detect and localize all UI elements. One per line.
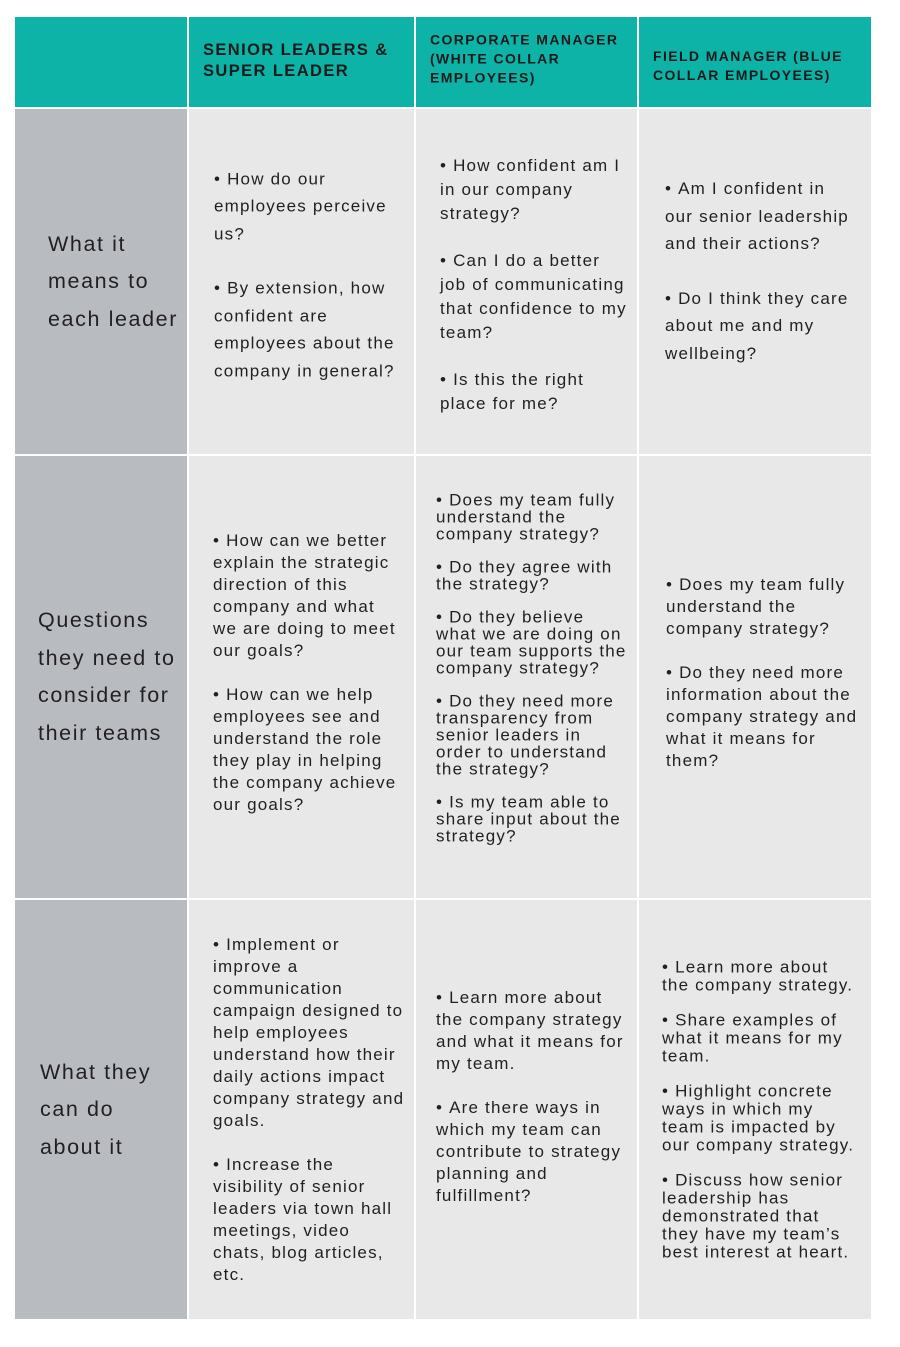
list-item: • Do I think they care about me and my wellbeing? (665, 285, 857, 368)
row-label-questions: Questions they need to consider for their teams (15, 456, 187, 898)
list-item: • By extension, how confident are employees about the company in general? (214, 274, 402, 384)
row-label-actions: What they can do about it (15, 900, 187, 1319)
list-item: • Implement or improve a communication campaign designed to help employees understand how their daily actions impact company strategy and goals. (213, 934, 406, 1132)
list-item: • Do they agree with the strategy? (436, 559, 627, 593)
header-corner-cell (15, 17, 187, 107)
list-item: • Discuss how senior leadership has demonstrated that they have my team’s best interest at heart. (662, 1171, 859, 1261)
list-item: • How do our employees perceive us? (214, 165, 402, 248)
cell-meaning-senior (189, 109, 414, 454)
list-item: • Do they need more information about the company strategy and what it means for them? (666, 662, 859, 772)
list-item: • Is my team able to share input about the strategy? (436, 794, 627, 845)
list-item: • How can we help employees see and understand the role they play in helping the company achieve our goals? (213, 684, 404, 816)
cell-meaning-corporate (416, 109, 637, 454)
list-item: • Does my team fully understand the company strategy? (666, 574, 859, 640)
list-item: • Do they believe what we are doing on our team supports the company strategy? (436, 609, 627, 677)
cell-meaning-field (639, 109, 871, 454)
header-corporate-manager: CORPORATE MANAGER (WHITE COLLAR EMPLOYEES) (416, 17, 637, 107)
header-field-manager: FIELD MANAGER (BLUE COLLAR EMPLOYEES) (639, 17, 871, 107)
list-item: • Learn more about the company strategy. (662, 958, 859, 994)
list-item: • Is this the right place for me? (440, 368, 629, 416)
cell-questions-field (639, 456, 871, 898)
list-item: • Can I do a better job of communicating that confidence to my team? (440, 249, 629, 345)
header-senior-leaders: SENIOR LEADERS & SUPER LEADER (189, 17, 414, 107)
cell-actions-senior (189, 900, 414, 1319)
cell-questions-corporate (416, 456, 637, 898)
cell-actions-field (639, 900, 871, 1319)
list-item: • Are there ways in which my team can contribute to strategy planning and fulfillment? (436, 1097, 627, 1207)
list-item: • Learn more about the company strategy and what it means for my team. (436, 987, 627, 1075)
list-item: • How can we better explain the strategic direction of this company and what we are doing to meet our goals? (213, 530, 404, 662)
list-item: • Share examples of what it means for my team. (662, 1011, 859, 1065)
row-label-meaning: What it means to each leader (15, 109, 187, 454)
leadership-table (15, 17, 871, 1319)
cell-actions-corporate (416, 900, 637, 1319)
cell-questions-senior (189, 456, 414, 898)
list-item: • How confident am I in our company strategy? (440, 154, 629, 226)
list-item: • Does my team fully understand the company strategy? (436, 492, 627, 543)
list-item: • Am I confident in our senior leadership and their actions? (665, 175, 857, 258)
list-item: • Do they need more transparency from senior leaders in order to understand the strategy? (436, 693, 627, 778)
list-item: • Increase the visibility of senior leaders via town hall meetings, video chats, blog articles, etc. (213, 1154, 406, 1286)
list-item: • Highlight concrete ways in which my team is impacted by our company strategy. (662, 1082, 859, 1154)
